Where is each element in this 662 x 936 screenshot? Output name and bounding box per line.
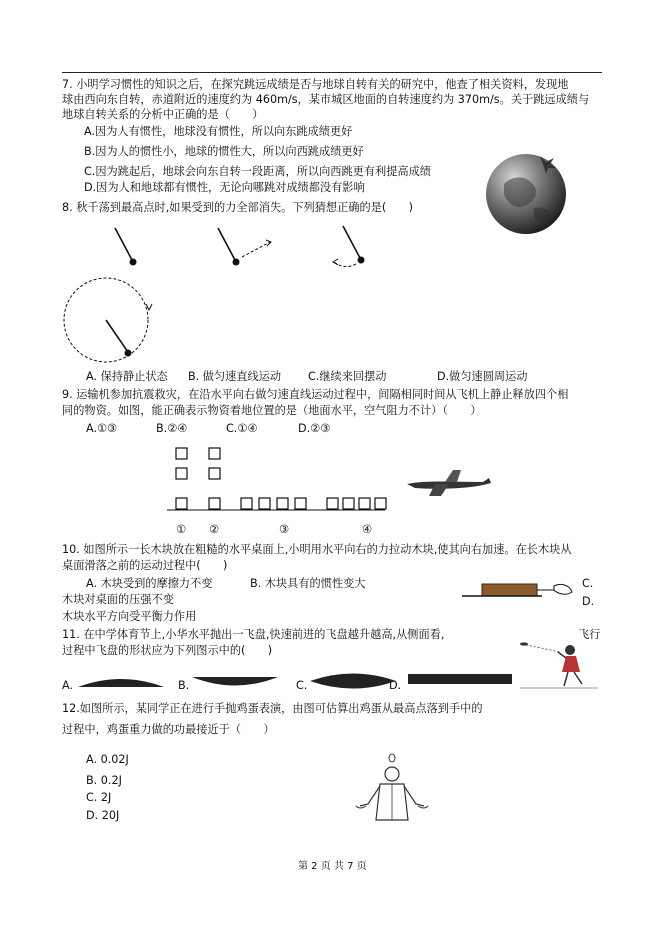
q9-option-d: D.②③ xyxy=(298,422,331,435)
frisbee-shape-options xyxy=(78,668,518,694)
q8-option-a: A. 保持静止状态 xyxy=(86,370,168,383)
q10-option-b: B. 木块具有的惯性变大 xyxy=(250,577,366,590)
header-rule xyxy=(62,72,602,73)
q9-stem-line2: 同的物资。如图，能正确表示物资着地位置的是（地面水平，空气阻力不计）（ ） xyxy=(62,404,482,417)
q10-option-d-text: 木块水平方向受平衡力作用 xyxy=(62,610,197,623)
q9-option-b: B.②④ xyxy=(156,422,188,435)
q7-stem-line1: 7. 小明学习惯性的知识之后，在探究跳远成绩是否与地球自转有关的研究中，他查了相关资料，发现地 xyxy=(62,78,569,91)
q10-option-c-letter: C. xyxy=(582,577,594,590)
q11-option-d-label: D. xyxy=(389,679,402,692)
q7-stem-line2: 球由西向东自转，赤道附近的速度约为 460m/s，某市城区地面的自转速度约为 370m/s。关于跳远成绩与 xyxy=(62,93,590,106)
q12-option-a: A. 0.02J xyxy=(86,753,129,766)
q10-option-c-text: 木块对桌面的压强不变 xyxy=(62,593,174,606)
q12-option-c: C. 2J xyxy=(86,791,112,804)
q11-stem-line1: 11. 在中学体育节上,小华水平抛出一飞盘,快速前进的飞盘越升越高,从侧面看, xyxy=(62,628,445,641)
q8-stem: 8. 秋千荡到最高点时,如果受到的力全部消失。下列猜想正确的是( ) xyxy=(62,201,413,214)
q10-option-a: A. 木块受到的摩擦力不变 xyxy=(86,577,213,590)
q9-stem-line1: 9. 运输机参加抗震救灾，在沿水平向右做匀速直线运动过程中，间隔相同时间从飞机上静止释放四个相 xyxy=(62,388,569,401)
q7-option-c: C.因为跳起后，地球会向东自转一段距离，所以向西跳更有利提高成绩 xyxy=(84,165,431,178)
page-footer: 第 2 页 共 7 页 xyxy=(298,861,367,872)
q9-option-a: A.①③ xyxy=(86,422,118,435)
q11-stem-line2: 过程中飞盘的形状应为下列图示中的( ) xyxy=(62,644,273,657)
q7-option-d: D.因为人和地球都有惯性，无论向哪跳对成绩都没有影响 xyxy=(84,181,365,194)
girl-throwing-frisbee-figure xyxy=(520,636,598,690)
q7-option-a: A.因为人有惯性，地球没有惯性，所以向东跳成绩更好 xyxy=(84,125,353,138)
q10-stem-line1: 10. 如图所示一长木块放在粗糙的水平桌面上,小明用水平向右的力拉动木块,使其向右加速。在长木块从 xyxy=(62,543,572,556)
q10-stem-line2: 桌面滑落之前的运动过程中( ) xyxy=(62,559,228,572)
q11-option-a-label: A. xyxy=(62,679,74,692)
q7-option-b: B.因为人的惯性小，地球的惯性大，所以向西跳成绩更好 xyxy=(84,145,364,158)
earth-globe-image xyxy=(484,146,574,236)
person-juggling-egg-figure xyxy=(352,750,432,820)
q8-option-b: B. 做匀速直线运动 xyxy=(188,370,282,383)
q8-option-c: C.继续来回摆动 xyxy=(308,370,387,383)
q9-option-c: C.①④ xyxy=(226,422,258,435)
q11-stem-line1-end: 飞行 xyxy=(578,628,601,641)
q9-figure-label-2: ② xyxy=(209,523,220,536)
q9-figure-label-1: ① xyxy=(176,523,187,536)
q12-option-d: D. 20J xyxy=(86,809,120,822)
q7-stem-line3: 地球自转关系的分析中正确的是（ ） xyxy=(62,108,264,121)
block-on-table-figure xyxy=(462,576,577,606)
swing-figures xyxy=(60,222,420,362)
q9-figure-label-3: ③ xyxy=(279,523,290,536)
q12-option-b: B. 0.2J xyxy=(86,774,122,787)
supply-drop-figure xyxy=(165,440,495,520)
q9-figure-label-4: ④ xyxy=(362,523,373,536)
q12-stem-line2: 过程中，鸡蛋重力做的功最接近于（ ） xyxy=(62,723,275,736)
q12-stem-line1: 12.如图所示，某同学正在进行手抛鸡蛋表演，由图可估算出鸡蛋从最高点落到手中的 xyxy=(62,702,483,715)
q11-option-b-label: B. xyxy=(178,679,190,692)
q10-option-d-letter: D. xyxy=(582,595,595,608)
q8-option-d: D.做匀速圆周运动 xyxy=(437,370,528,383)
q11-option-c-label: C. xyxy=(296,679,308,692)
